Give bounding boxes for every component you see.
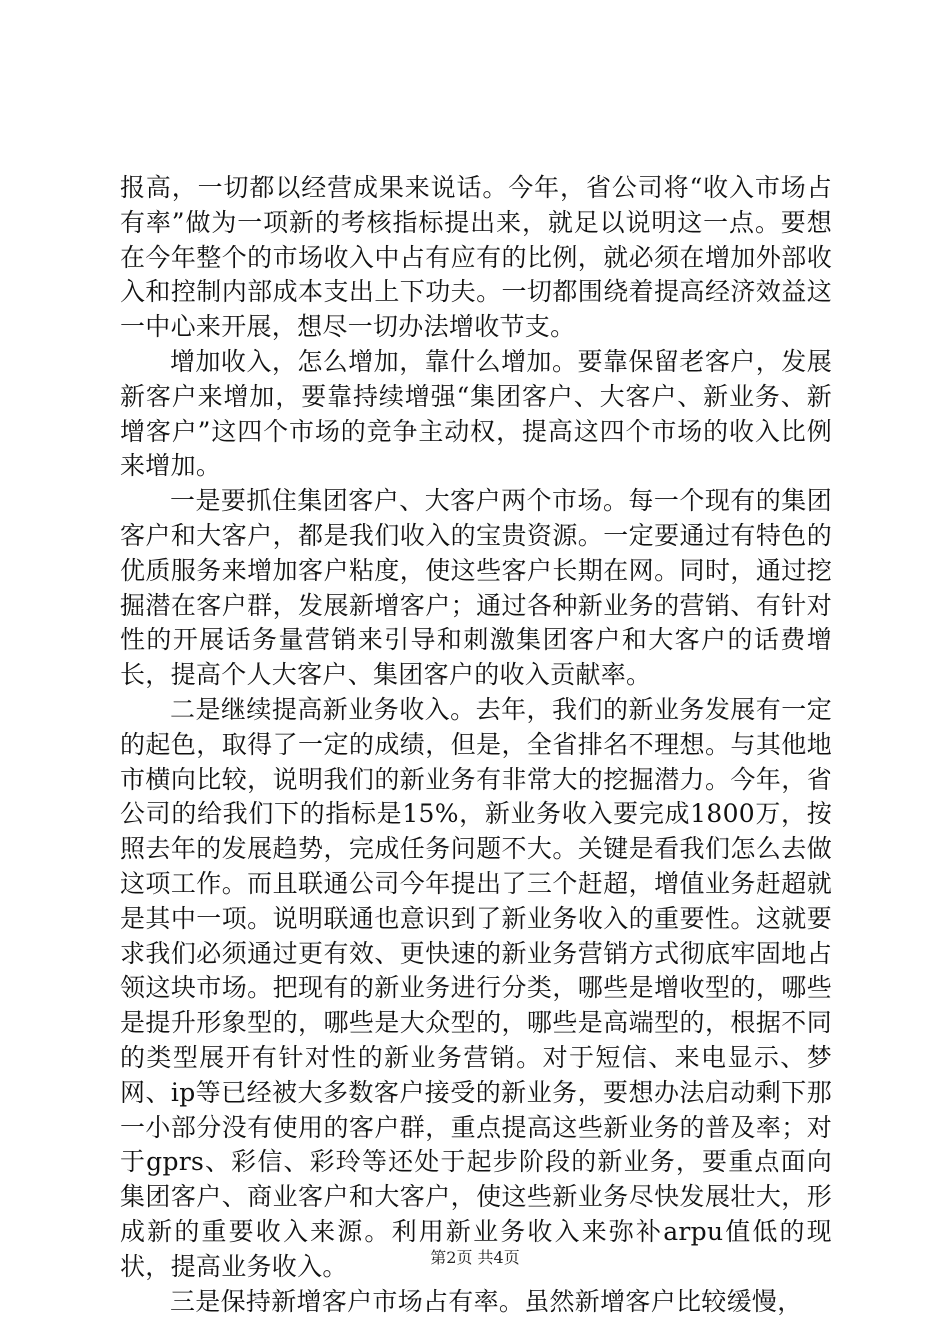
page-footer: 第2页 共4页	[430, 1248, 520, 1267]
paragraph-3: 一是要抓住集团客户、大客户两个市场。每一个现有的集团客户和大客户，都是我们收入的宝贵资源。一定要通过有特色的优质服务来增加客户粘度，使这些客户长期在网。同时，通过挖掘潜在客户群，发展新增客户；通过各种新业务的营销、有针对性的开展话务量营销来引导和刺激集团客户和大客户的话费增长，提高个人大客户、集团客户的收入贡献率。	[120, 486, 832, 690]
document-body	[120, 171, 832, 1319]
paragraph-1: 报高，一切都以经营成果来说话。今年，省公司将“收入市场占有率”做为一项新的考核指标提出来，就足以说明这一点。要想在今年整个的市场收入中占有应有的比例，就必须在增加外部收入和控制内部成本支出上下功夫。一切都围绕着提高经济效益这一中心来开展，想尽一切办法增收节支。	[120, 173, 832, 342]
paragraph-4: 二是继续提高新业务收入。去年，我们的新业务发展有一定的起色，取得了一定的成绩，但是，全省排名不理想。与其他地市横向比较，说明我们的新业务有非常大的挖掘潜力。今年，省公司的给我们下的指标是15%，新业务收入要完成1800万，按照去年的发展趋势，完成任务问题不大。关键是看我们怎么去做这项工作。而且联通公司今年提出了三个赶超，增值业务赶超就是其中一项。说明联通也意识到了新业务收入的重要性。这就要求我们必须通过更有效、更快速的新业务营销方式彻底牢固地占领这块市场。把现有的新业务进行分类，哪些是增收型的，哪些是提升形象型的，哪些是大众型的，哪些是高端型的，根据不同的类型展开有针对性的新业务营销。对于短信、来电显示、梦网、ip等已经被大多数客户接受的新业务，要想办法启动剩下那一小部分没有使用的客户群，重点提高这些新业务的普及率；对于gprs、彩信、彩玲等还处于起步阶段的新业务，要重点面向集团客户、商业客户和大客户，使这些新业务尽快发展壮大，形成新的重要收入来源。利用新业务收入来弥补arpu值低的现状，提高业务收入。	[120, 694, 832, 1281]
paragraph-5: 三是保持新增客户市场占有率。虽然新增客户比较缓慢，	[170, 1286, 803, 1316]
paragraph-2: 增加收入，怎么增加，靠什么增加。要靠保留老客户，发展新客户来增加，要靠持续增强“集团客户、大客户、新业务、新增客户”这四个市场的竞争主动权，提高这四个市场的收入比例来增加。	[120, 346, 832, 481]
